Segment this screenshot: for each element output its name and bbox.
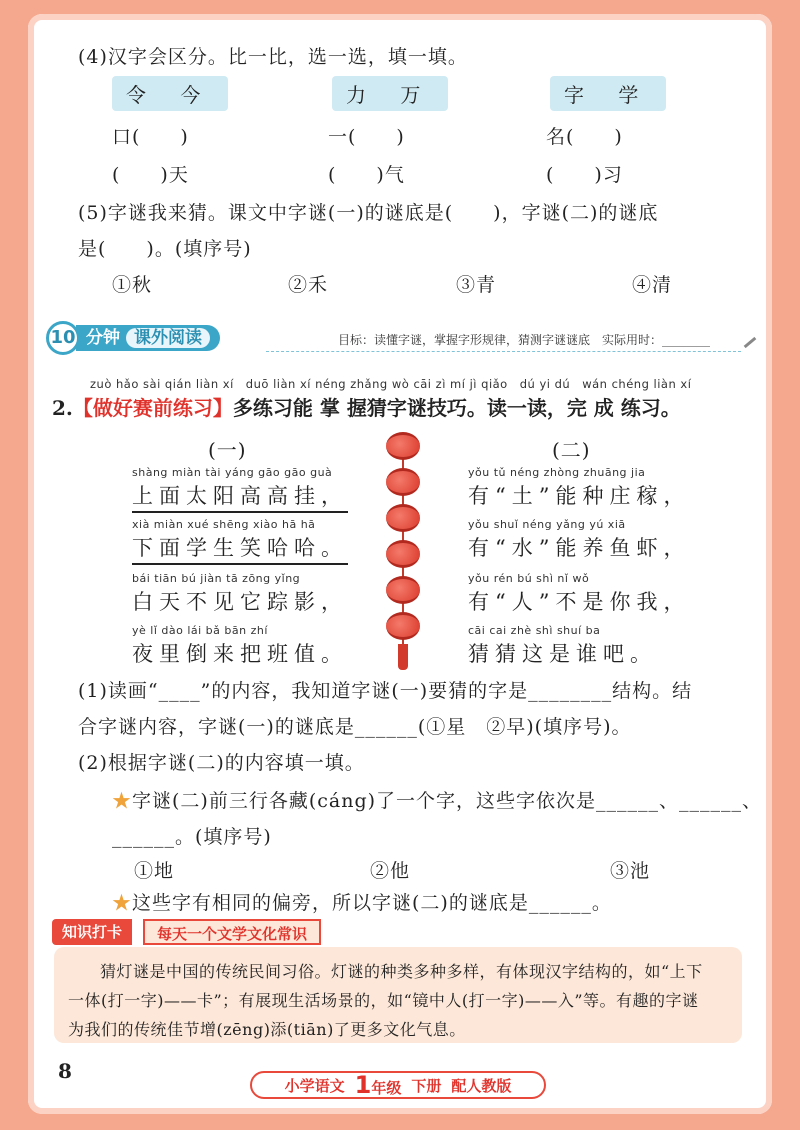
riddle2-pinyin: cāi cai zhè shì shuí ba (468, 624, 601, 637)
q5-option-3: ③青 (456, 274, 497, 296)
q5-option-2: ②禾 (288, 274, 329, 296)
q2-pinyin: zuò hǎo sài qián liàn xí duō liàn xí néng zhǎng wò cāi zì mí jì qiǎo dú yi dú wán chéng liàn xí (90, 377, 692, 391)
riddle1-pinyin: bái tiān bú jiàn tā zōng yǐng (132, 572, 301, 585)
riddle1-line: 上面太阳高高挂， (132, 480, 348, 513)
lantern-icon (386, 468, 420, 496)
knowledge-tag: 知识打卡 (52, 919, 132, 945)
riddle2-heading: (二) (552, 438, 591, 462)
section-header (46, 321, 746, 355)
q5-option-1: ①秋 (112, 274, 153, 296)
q4-title: (4)汉字会区分。比一比，选一选，填一填。 (78, 46, 468, 68)
riddle2-pinyin: yǒu shuǐ néng yǎng yú xiā (468, 518, 626, 531)
star-icon: ★ (112, 892, 133, 914)
badge-sub: 课外阅读 (126, 328, 210, 348)
q4-row1-b: 一( ) (328, 126, 405, 148)
riddle2-pinyin: yǒu rén bú shì nǐ wǒ (468, 572, 590, 585)
footer-banner (250, 1071, 546, 1099)
sub2-option-2: ②他 (370, 860, 411, 882)
sub2-star2 (112, 888, 612, 915)
lantern-icon (386, 612, 420, 640)
riddle1-line: 下面学生笑哈哈。 (132, 532, 348, 565)
page-number: 8 (58, 1059, 72, 1083)
sub2-option-1: ①地 (134, 860, 175, 882)
ten-minute-badge: 10 (46, 321, 80, 355)
riddle1-pinyin: xià miàn xué shēng xiào hā hā (132, 518, 316, 531)
section-goal: 目标：读懂字谜，掌握字形规律，猜测字谜谜底 实际用时：________ (338, 333, 711, 347)
q4-row1-a: 口( ) (112, 126, 189, 148)
q4-row1-c: 名( ) (546, 126, 623, 148)
riddle2-line: 有“土”能种庄稼， (468, 484, 691, 508)
sub2-star2-text: 这些字有相同的偏旁，所以字谜(二)的谜底是______。 (132, 892, 612, 914)
q5-line1: (5)字谜我来猜。课文中字谜(一)的谜底是( )，字谜(二)的谜底 (78, 202, 659, 224)
footer-grade-number: 1 (354, 1071, 372, 1099)
knowledge-line: 一体(打一字)——卡”；有展现生活场景的，如“镜中人(打一字)——入”等。有趣的字谜 (68, 991, 699, 1010)
q4-row2-b: ( )气 (328, 164, 405, 186)
riddle1-line: 夜里倒来把班值。 (132, 642, 348, 666)
tassel-icon (398, 644, 408, 670)
sub2-star1 (112, 786, 762, 813)
sub2-star1-line1: 字谜(二)前三行各藏(cáng)了一个字，这些字依次是______、______、 (132, 790, 763, 812)
q4-row2-c: ( )习 (546, 164, 623, 186)
sub2-title: (2)根据字谜(二)的内容填一填。 (78, 752, 365, 774)
q4-pair-2: 力 万 (332, 76, 448, 111)
sub1-line1: (1)读画“____”的内容，我知道字谜(一)要猜的字是________结构。结 (78, 680, 693, 702)
q4-row2-a: ( )天 (112, 164, 189, 186)
q4-pair-3: 字 学 (550, 76, 666, 111)
divider (266, 351, 741, 352)
section-badge (76, 325, 220, 351)
lantern-icon (386, 432, 420, 460)
footer-subject: 小学语文 (284, 1076, 345, 1095)
knowledge-subtitle: 每天一个文学文化常识 (143, 919, 321, 945)
pencil-icon (744, 337, 757, 348)
q4-pair-1: 令 今 (112, 76, 228, 111)
riddle2-pinyin: yǒu tǔ néng zhòng zhuāng jia (468, 466, 646, 479)
badge-text: 分钟 (86, 328, 120, 348)
q5-line2: 是( )。(填序号) (78, 238, 252, 260)
workbook-page (28, 14, 772, 1114)
riddle2-line: 有“人”不是你我， (468, 590, 691, 614)
riddle2-line: 猜猜这是谁吧。 (468, 642, 657, 666)
sub2-star1-line2: ______。(填序号) (112, 826, 272, 848)
riddle2-line: 有“水”能养鱼虾， (468, 536, 691, 560)
knowledge-line: 猜灯谜是中国的传统民间习俗。灯谜的种类多种多样，有体现汉字结构的，如“上下 (100, 962, 703, 981)
star-icon: ★ (112, 790, 133, 812)
sub1-line2: 合字谜内容，字谜(一)的谜底是______(①星 ②早)(填序号)。 (78, 716, 632, 738)
q2-title (52, 392, 681, 421)
q5-option-4: ④清 (632, 274, 673, 296)
lantern-icon (386, 504, 420, 532)
footer-edition: 配人教版 (451, 1076, 512, 1095)
lantern-icon (386, 576, 420, 604)
riddle1-line: 白天不见它踪影， (132, 590, 348, 614)
footer-volume: 下册 (411, 1076, 442, 1095)
riddle1-pinyin: shàng miàn tài yáng gāo gāo guà (132, 466, 333, 479)
q2-number: 2. (52, 396, 73, 420)
lantern-icon (386, 540, 420, 568)
riddle1-pinyin: yè lǐ dào lái bǎ bān zhí (132, 624, 268, 637)
q2-bracket-title: 【做好赛前练习】 (72, 396, 233, 420)
riddle1-heading: (一) (208, 438, 247, 462)
footer-grade: 年级 (371, 1079, 402, 1097)
knowledge-box (54, 947, 742, 1043)
sub2-option-3: ③池 (610, 860, 651, 882)
q2-rest-title: 多练习能 掌 握猜字谜技巧。读一读，完 成 练习。 (232, 396, 681, 420)
knowledge-line: 为我们的传统佳节增(zēng)添(tiān)了更多文化气息。 (68, 1020, 466, 1039)
